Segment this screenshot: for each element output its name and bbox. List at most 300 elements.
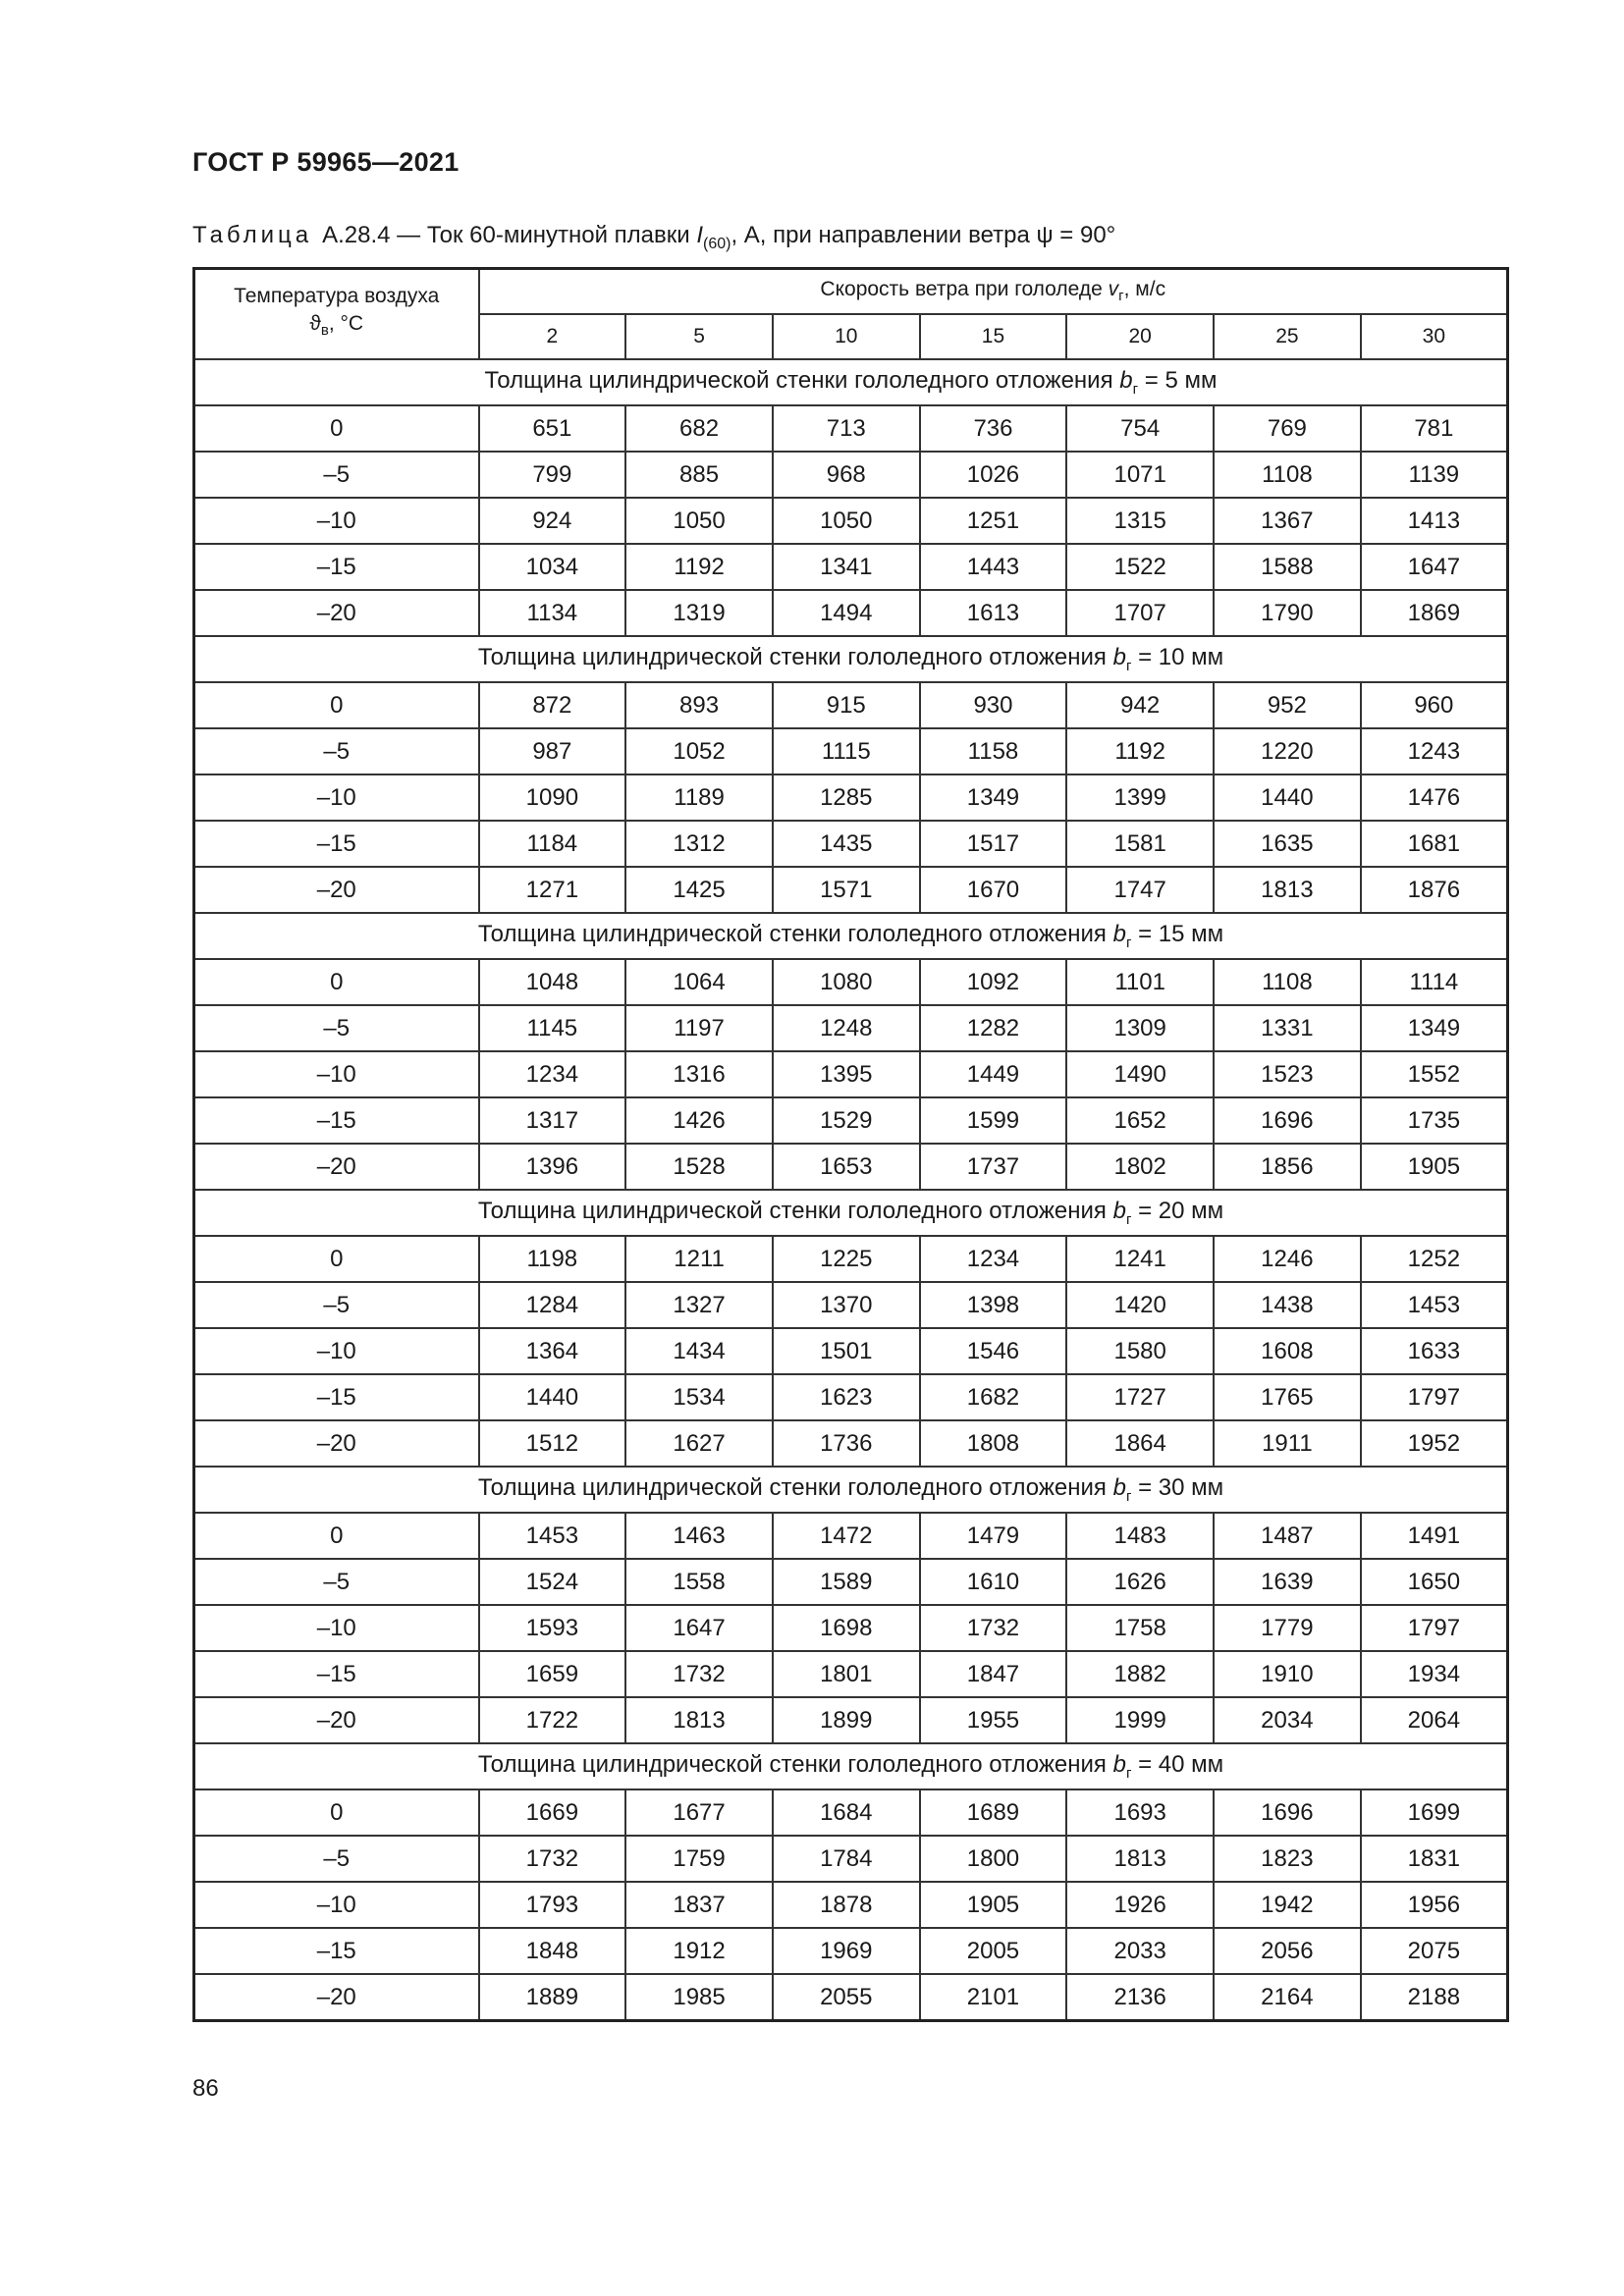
section-thickness: = 30 мм — [1131, 1474, 1224, 1502]
current-cell: 1934 — [1361, 1651, 1508, 1697]
current-cell: 1243 — [1361, 728, 1508, 774]
current-cell: 1793 — [479, 1882, 626, 1928]
table-row — [194, 682, 1508, 728]
table-row — [194, 1328, 1508, 1374]
wind-speed-value: 30 — [1361, 314, 1508, 359]
current-cell: 2005 — [920, 1928, 1067, 1974]
section-thickness: = 20 мм — [1131, 1198, 1224, 1225]
section-row — [194, 1467, 1508, 1513]
current-cell: 1398 — [920, 1282, 1067, 1328]
current-cell: 1869 — [1361, 590, 1508, 636]
current-cell: 1220 — [1214, 728, 1361, 774]
current-cell: 713 — [773, 405, 920, 452]
current-cell: 1364 — [479, 1328, 626, 1374]
current-cell: 1779 — [1214, 1605, 1361, 1651]
current-cell: 1317 — [479, 1097, 626, 1144]
wind-speed-value: 10 — [773, 314, 920, 359]
current-cell: 1327 — [625, 1282, 773, 1328]
temperature-cell: –15 — [194, 821, 479, 867]
current-cell: 1319 — [625, 590, 773, 636]
section-symbol: b — [1112, 1198, 1126, 1225]
current-cell: 682 — [625, 405, 773, 452]
table-row — [194, 867, 1508, 913]
current-cell: 1114 — [1361, 959, 1508, 1005]
temperature-symbol: ϑ — [309, 312, 321, 336]
current-cell: 1985 — [625, 1974, 773, 2021]
current-cell: 1831 — [1361, 1836, 1508, 1882]
wind-speed-value: 25 — [1214, 314, 1361, 359]
current-cell: 1443 — [920, 544, 1067, 590]
section-thickness: = 5 мм — [1138, 367, 1218, 395]
current-cell: 1727 — [1066, 1374, 1214, 1420]
table-row — [194, 1236, 1508, 1282]
current-cell: 1623 — [773, 1374, 920, 1420]
temperature-cell: –15 — [194, 1928, 479, 1974]
current-cell: 1071 — [1066, 452, 1214, 498]
current-cell: 1856 — [1214, 1144, 1361, 1190]
current-cell: 1285 — [773, 774, 920, 821]
section-symbol-sub: г — [1125, 657, 1132, 674]
temperature-cell: –10 — [194, 1051, 479, 1097]
current-cell: 1784 — [773, 1836, 920, 1882]
current-cell: 924 — [479, 498, 626, 544]
current-cell: 1765 — [1214, 1374, 1361, 1420]
current-cell: 1472 — [773, 1513, 920, 1559]
current-cell: 2033 — [1066, 1928, 1214, 1974]
current-cell: 1523 — [1214, 1051, 1361, 1097]
section-label: Толщина цилиндрической стенки гололедного отложения — [477, 1474, 1113, 1502]
section-label: Толщина цилиндрической стенки гололедного отложения — [484, 367, 1120, 395]
current-cell: 754 — [1066, 405, 1214, 452]
current-cell: 1808 — [920, 1420, 1067, 1467]
temperature-cell: –20 — [194, 867, 479, 913]
current-cell: 1864 — [1066, 1420, 1214, 1467]
table-row — [194, 774, 1508, 821]
current-cell: 952 — [1214, 682, 1361, 728]
current-cell: 1440 — [1214, 774, 1361, 821]
current-cell: 1440 — [479, 1374, 626, 1420]
section-symbol: b — [1112, 644, 1126, 671]
current-cell: 1684 — [773, 1789, 920, 1836]
table-row — [194, 1882, 1508, 1928]
wind-speed-symbol: v — [1108, 278, 1119, 301]
wind-speed-value: 2 — [479, 314, 626, 359]
current-cell: 1647 — [625, 1605, 773, 1651]
section-symbol: b — [1112, 1474, 1126, 1502]
current-cell: 1797 — [1361, 1605, 1508, 1651]
current-cell: 2136 — [1066, 1974, 1214, 2021]
current-cell: 1080 — [773, 959, 920, 1005]
section-header — [194, 1743, 1508, 1789]
current-cell: 1878 — [773, 1882, 920, 1928]
temperature-cell: –5 — [194, 1836, 479, 1882]
current-cell: 1479 — [920, 1513, 1067, 1559]
section-symbol: b — [1112, 1751, 1126, 1779]
current-cell: 1512 — [479, 1420, 626, 1467]
temperature-cell: –5 — [194, 1282, 479, 1328]
section-thickness: = 40 мм — [1131, 1751, 1224, 1779]
current-cell: 1198 — [479, 1236, 626, 1282]
current-cell: 1395 — [773, 1051, 920, 1097]
section-row — [194, 1190, 1508, 1236]
current-cell: 1192 — [625, 544, 773, 590]
current-cell: 1847 — [920, 1651, 1067, 1697]
current-cell: 1682 — [920, 1374, 1067, 1420]
temperature-cell: 0 — [194, 959, 479, 1005]
current-cell: 1367 — [1214, 498, 1361, 544]
current-cell: 1234 — [479, 1051, 626, 1097]
table-row — [194, 821, 1508, 867]
section-header — [194, 1190, 1508, 1236]
current-cell: 1999 — [1066, 1697, 1214, 1743]
section-symbol-sub: г — [1125, 1210, 1132, 1228]
current-cell: 1309 — [1066, 1005, 1214, 1051]
current-cell: 1420 — [1066, 1282, 1214, 1328]
current-cell: 1251 — [920, 498, 1067, 544]
temperature-cell: –5 — [194, 1559, 479, 1605]
table-row — [194, 590, 1508, 636]
table-row — [194, 1605, 1508, 1651]
current-cell: 1476 — [1361, 774, 1508, 821]
section-header — [194, 359, 1508, 405]
current-cell: 942 — [1066, 682, 1214, 728]
current-cell: 1349 — [1361, 1005, 1508, 1051]
current-cell: 2101 — [920, 1974, 1067, 2021]
current-cell: 1956 — [1361, 1882, 1508, 1928]
current-cell: 1732 — [625, 1651, 773, 1697]
section-thickness: = 10 мм — [1131, 644, 1224, 671]
current-cell: 1064 — [625, 959, 773, 1005]
table-row — [194, 1928, 1508, 1974]
current-cell: 1800 — [920, 1836, 1067, 1882]
current-cell: 1529 — [773, 1097, 920, 1144]
current-cell: 1652 — [1066, 1097, 1214, 1144]
current-cell: 987 — [479, 728, 626, 774]
current-cell: 1942 — [1214, 1882, 1361, 1928]
current-cell: 1522 — [1066, 544, 1214, 590]
current-cell: 1581 — [1066, 821, 1214, 867]
document-code: ГОСТ Р 59965—2021 — [192, 147, 460, 177]
caption-symbol: I — [696, 222, 703, 248]
current-cell: 1876 — [1361, 867, 1508, 913]
current-cell: 1905 — [920, 1882, 1067, 1928]
section-row — [194, 359, 1508, 405]
current-cell: 2164 — [1214, 1974, 1361, 2021]
current-cell: 1647 — [1361, 544, 1508, 590]
temperature-cell: –20 — [194, 590, 479, 636]
current-cell: 1192 — [1066, 728, 1214, 774]
current-cell: 1034 — [479, 544, 626, 590]
current-cell: 1370 — [773, 1282, 920, 1328]
current-cell: 1696 — [1214, 1097, 1361, 1144]
current-cell: 1571 — [773, 867, 920, 913]
table-row — [194, 544, 1508, 590]
current-cell: 1434 — [625, 1328, 773, 1374]
current-cell: 1435 — [773, 821, 920, 867]
table-row — [194, 1559, 1508, 1605]
table-row — [194, 1374, 1508, 1420]
current-cell: 1823 — [1214, 1836, 1361, 1882]
section-label: Толщина цилиндрической стенки гололедного отложения — [477, 1198, 1113, 1225]
temperature-cell: 0 — [194, 1789, 479, 1836]
current-cell: 1848 — [479, 1928, 626, 1974]
current-cell: 1627 — [625, 1420, 773, 1467]
current-cell: 1659 — [479, 1651, 626, 1697]
current-cell: 1670 — [920, 867, 1067, 913]
current-cell: 1145 — [479, 1005, 626, 1051]
current-cell: 1349 — [920, 774, 1067, 821]
current-cell: 1736 — [773, 1420, 920, 1467]
current-cell: 1889 — [479, 1974, 626, 2021]
section-symbol: b — [1112, 921, 1126, 948]
current-cell: 1732 — [479, 1836, 626, 1882]
current-cell: 872 — [479, 682, 626, 728]
current-cell: 1399 — [1066, 774, 1214, 821]
current-cell: 1282 — [920, 1005, 1067, 1051]
current-cell: 1101 — [1066, 959, 1214, 1005]
table-row — [194, 1005, 1508, 1051]
current-cell: 1316 — [625, 1051, 773, 1097]
current-cell: 2055 — [773, 1974, 920, 2021]
current-cell: 1758 — [1066, 1605, 1214, 1651]
current-cell: 1524 — [479, 1559, 626, 1605]
current-cell: 1693 — [1066, 1789, 1214, 1836]
temperature-cell: –10 — [194, 1882, 479, 1928]
current-cell: 1396 — [479, 1144, 626, 1190]
current-cell: 1626 — [1066, 1559, 1214, 1605]
current-cell: 651 — [479, 405, 626, 452]
temperature-cell: –5 — [194, 452, 479, 498]
wind-speed-symbol-sub: г — [1118, 288, 1124, 305]
current-table — [192, 267, 1509, 2022]
caption-prefix: Таблица — [192, 222, 313, 248]
page-number: 86 — [192, 2075, 219, 2102]
current-cell: 1483 — [1066, 1513, 1214, 1559]
wind-speed-unit: , м/с — [1123, 278, 1166, 301]
table-row — [194, 1282, 1508, 1328]
current-cell: 1158 — [920, 728, 1067, 774]
current-cell: 1026 — [920, 452, 1067, 498]
current-cell: 1588 — [1214, 544, 1361, 590]
current-cell: 1882 — [1066, 1651, 1214, 1697]
temperature-cell: 0 — [194, 1513, 479, 1559]
current-cell: 1952 — [1361, 1420, 1508, 1467]
current-cell: 1790 — [1214, 590, 1361, 636]
current-cell: 1899 — [773, 1697, 920, 1743]
current-cell: 1558 — [625, 1559, 773, 1605]
section-label: Толщина цилиндрической стенки гололедного отложения — [477, 1751, 1113, 1779]
current-cell: 1955 — [920, 1697, 1067, 1743]
current-cell: 1802 — [1066, 1144, 1214, 1190]
current-cell: 1813 — [1066, 1836, 1214, 1882]
section-symbol-sub: г — [1132, 380, 1139, 398]
current-cell: 1184 — [479, 821, 626, 867]
section-label: Толщина цилиндрической стенки гололедного отложения — [477, 921, 1113, 948]
temperature-cell: –5 — [194, 1005, 479, 1051]
current-cell: 1735 — [1361, 1097, 1508, 1144]
current-cell: 1246 — [1214, 1236, 1361, 1282]
current-cell: 930 — [920, 682, 1067, 728]
temperature-cell: 0 — [194, 1236, 479, 1282]
table-body — [194, 359, 1508, 2021]
current-cell: 2064 — [1361, 1697, 1508, 1743]
current-cell: 1315 — [1066, 498, 1214, 544]
current-cell: 1669 — [479, 1789, 626, 1836]
current-cell: 968 — [773, 452, 920, 498]
section-symbol-sub: г — [1125, 1764, 1132, 1782]
current-cell: 1593 — [479, 1605, 626, 1651]
current-cell: 1610 — [920, 1559, 1067, 1605]
current-cell: 1050 — [625, 498, 773, 544]
section-thickness: = 15 мм — [1131, 921, 1224, 948]
current-cell: 1905 — [1361, 1144, 1508, 1190]
temperature-cell: –15 — [194, 1097, 479, 1144]
current-cell: 1090 — [479, 774, 626, 821]
table-row — [194, 1836, 1508, 1882]
current-cell: 1801 — [773, 1651, 920, 1697]
wind-speed-value: 15 — [920, 314, 1067, 359]
current-cell: 1491 — [1361, 1513, 1508, 1559]
current-cell: 1425 — [625, 867, 773, 913]
current-cell: 1589 — [773, 1559, 920, 1605]
current-cell: 1759 — [625, 1836, 773, 1882]
current-cell: 1813 — [1214, 867, 1361, 913]
current-cell: 1331 — [1214, 1005, 1361, 1051]
current-cell: 1910 — [1214, 1651, 1361, 1697]
current-cell: 1463 — [625, 1513, 773, 1559]
current-cell: 1926 — [1066, 1882, 1214, 1928]
temperature-cell: –15 — [194, 1374, 479, 1420]
table-row — [194, 498, 1508, 544]
section-row — [194, 636, 1508, 682]
wind-speed-header — [479, 269, 1508, 315]
current-cell: 1534 — [625, 1374, 773, 1420]
table-row — [194, 1697, 1508, 1743]
wind-speed-value: 5 — [625, 314, 773, 359]
current-cell: 1639 — [1214, 1559, 1361, 1605]
section-symbol-sub: г — [1125, 934, 1132, 951]
current-cell: 1650 — [1361, 1559, 1508, 1605]
table-caption — [192, 222, 1115, 253]
wind-speed-value: 20 — [1066, 314, 1214, 359]
table-row — [194, 405, 1508, 452]
caption-text-after: , А, при направлении ветра ψ = 90° — [731, 222, 1116, 248]
section-header — [194, 636, 1508, 682]
current-cell: 960 — [1361, 682, 1508, 728]
current-cell: 1092 — [920, 959, 1067, 1005]
caption-text-before: — Ток 60-минутной плавки — [390, 222, 697, 248]
current-cell: 1517 — [920, 821, 1067, 867]
temperature-cell: –15 — [194, 544, 479, 590]
table-row — [194, 1097, 1508, 1144]
section-row — [194, 913, 1508, 959]
current-cell: 1797 — [1361, 1374, 1508, 1420]
current-cell: 1284 — [479, 1282, 626, 1328]
current-cell: 1912 — [625, 1928, 773, 1974]
current-cell: 893 — [625, 682, 773, 728]
table-row — [194, 1051, 1508, 1097]
current-cell: 1681 — [1361, 821, 1508, 867]
current-cell: 1599 — [920, 1097, 1067, 1144]
current-cell: 1438 — [1214, 1282, 1361, 1328]
current-cell: 915 — [773, 682, 920, 728]
current-cell: 1108 — [1214, 452, 1361, 498]
current-cell: 1613 — [920, 590, 1067, 636]
table-row — [194, 452, 1508, 498]
current-cell: 1225 — [773, 1236, 920, 1282]
temperature-unit: , °С — [328, 312, 364, 336]
section-label: Толщина цилиндрической стенки гололедного отложения — [477, 644, 1113, 671]
temperature-header — [194, 269, 479, 360]
temperature-cell: 0 — [194, 682, 479, 728]
current-cell: 2075 — [1361, 1928, 1508, 1974]
current-cell: 1108 — [1214, 959, 1361, 1005]
current-cell: 1737 — [920, 1144, 1067, 1190]
current-cell: 1699 — [1361, 1789, 1508, 1836]
temperature-cell: –10 — [194, 1328, 479, 1374]
current-cell: 1413 — [1361, 498, 1508, 544]
temperature-cell: –10 — [194, 1605, 479, 1651]
caption-symbol-sub: (60) — [703, 235, 731, 252]
current-cell: 1487 — [1214, 1513, 1361, 1559]
current-cell: 1698 — [773, 1605, 920, 1651]
current-cell: 1050 — [773, 498, 920, 544]
current-cell: 1580 — [1066, 1328, 1214, 1374]
current-cell: 1677 — [625, 1789, 773, 1836]
table-row — [194, 1144, 1508, 1190]
table-row — [194, 1789, 1508, 1836]
current-cell: 1837 — [625, 1882, 773, 1928]
current-cell: 1115 — [773, 728, 920, 774]
current-cell: 1426 — [625, 1097, 773, 1144]
table-row — [194, 1974, 1508, 2021]
current-cell: 1653 — [773, 1144, 920, 1190]
current-cell: 2056 — [1214, 1928, 1361, 1974]
section-header — [194, 1467, 1508, 1513]
current-cell: 1453 — [1361, 1282, 1508, 1328]
current-cell: 736 — [920, 405, 1067, 452]
current-cell: 1552 — [1361, 1051, 1508, 1097]
current-cell: 2188 — [1361, 1974, 1508, 2021]
current-cell: 1689 — [920, 1789, 1067, 1836]
current-cell: 1911 — [1214, 1420, 1361, 1467]
current-cell: 1813 — [625, 1697, 773, 1743]
current-cell: 1453 — [479, 1513, 626, 1559]
current-cell: 1134 — [479, 590, 626, 636]
table-row — [194, 959, 1508, 1005]
temperature-cell: –20 — [194, 1697, 479, 1743]
current-cell: 1732 — [920, 1605, 1067, 1651]
current-cell: 2034 — [1214, 1697, 1361, 1743]
temperature-cell: –15 — [194, 1651, 479, 1697]
table-row — [194, 728, 1508, 774]
current-cell: 885 — [625, 452, 773, 498]
caption-number: А.28.4 — [322, 222, 391, 248]
section-row — [194, 1743, 1508, 1789]
current-cell: 1241 — [1066, 1236, 1214, 1282]
current-cell: 1139 — [1361, 452, 1508, 498]
temperature-cell: –5 — [194, 728, 479, 774]
current-cell: 799 — [479, 452, 626, 498]
wind-speed-header-label: Скорость ветра при гололеде — [820, 278, 1109, 301]
current-cell: 1707 — [1066, 590, 1214, 636]
current-cell: 1722 — [479, 1697, 626, 1743]
current-cell: 1197 — [625, 1005, 773, 1051]
current-cell: 1271 — [479, 867, 626, 913]
temperature-cell: 0 — [194, 405, 479, 452]
current-cell: 769 — [1214, 405, 1361, 452]
current-cell: 1234 — [920, 1236, 1067, 1282]
